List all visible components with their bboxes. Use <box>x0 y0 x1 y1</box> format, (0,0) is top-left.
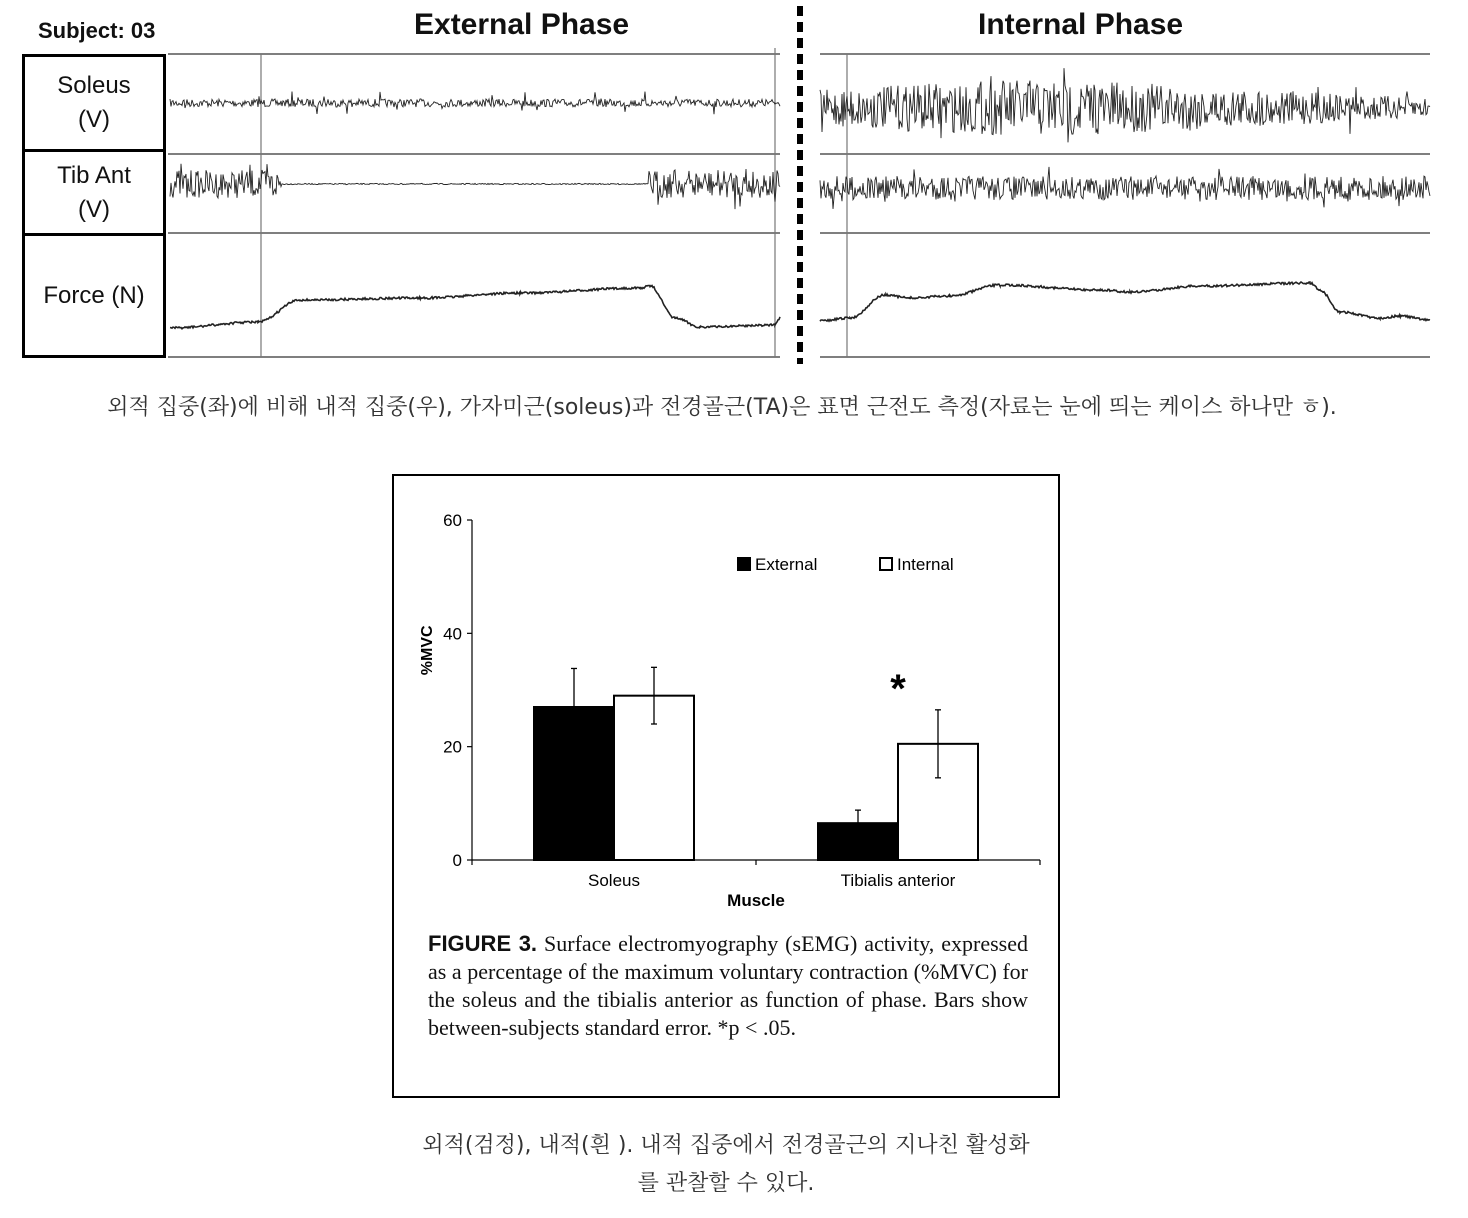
y-tick-label: 40 <box>443 624 462 644</box>
figure-caption <box>428 930 1028 1042</box>
external-phase-title: External Phase <box>414 8 630 41</box>
category-label: Tibialis anterior <box>840 871 956 890</box>
row-label-tib-ant <box>22 149 166 236</box>
subject-label: Subject: 03 <box>38 18 156 43</box>
row-label-text: Tib Ant (V) <box>57 161 131 223</box>
y-tick-label: 0 <box>452 851 462 870</box>
significance-marker: * <box>890 667 906 711</box>
category-label: Soleus <box>588 871 640 890</box>
row-label-soleus <box>22 54 166 152</box>
x-axis-label: Muscle <box>727 891 785 910</box>
tibant-internal-trace <box>820 167 1430 209</box>
soleus-internal-trace <box>820 68 1430 142</box>
bar-chart <box>394 476 1058 916</box>
figure-caption-text: Surface electromyography (sEMG) activity, expressed as a percentage of the maximum voluntary contraction (%MVC) for the soleus and the tibialis anterior as function of phase. Bars show between-subjects standard error. *p < .05. <box>428 931 1029 1040</box>
legend-label: External <box>755 555 818 574</box>
y-axis-label: %MVC <box>419 625 436 676</box>
figure-label: FIGURE 3. <box>428 931 538 956</box>
internal-phase-title: Internal Phase <box>978 8 1184 41</box>
caption-top: 외적 집중(좌)에 비해 내적 집중(우), 가자미근(soleus)과 전경골근(TA)은 표면 근전도 측정(자료는 눈에 띄는 케이스 하나만 ㅎ). <box>107 395 1337 420</box>
row-label-force <box>22 233 166 358</box>
row-label-text: Force (N) <box>43 281 145 309</box>
legend-swatch-external <box>738 558 750 570</box>
legend-swatch-internal <box>880 558 892 570</box>
legend-label: Internal <box>897 555 954 574</box>
bar-chart-figure <box>392 474 1060 1098</box>
y-tick-label: 20 <box>443 737 462 757</box>
emg-traces-canvas <box>0 0 1468 370</box>
y-tick-label: 60 <box>443 511 462 530</box>
emg-trace-figure <box>0 0 1468 370</box>
force-internal-trace <box>820 282 1430 321</box>
caption-bottom-line1: 외적(검정), 내적(흰 ). 내적 집중에서 전경골근의 지나친 활성화 <box>422 1133 1030 1158</box>
caption-bottom-line2: 를 관찰할 수 있다. <box>637 1171 815 1196</box>
row-label-text: Soleus (V) <box>57 72 131 133</box>
